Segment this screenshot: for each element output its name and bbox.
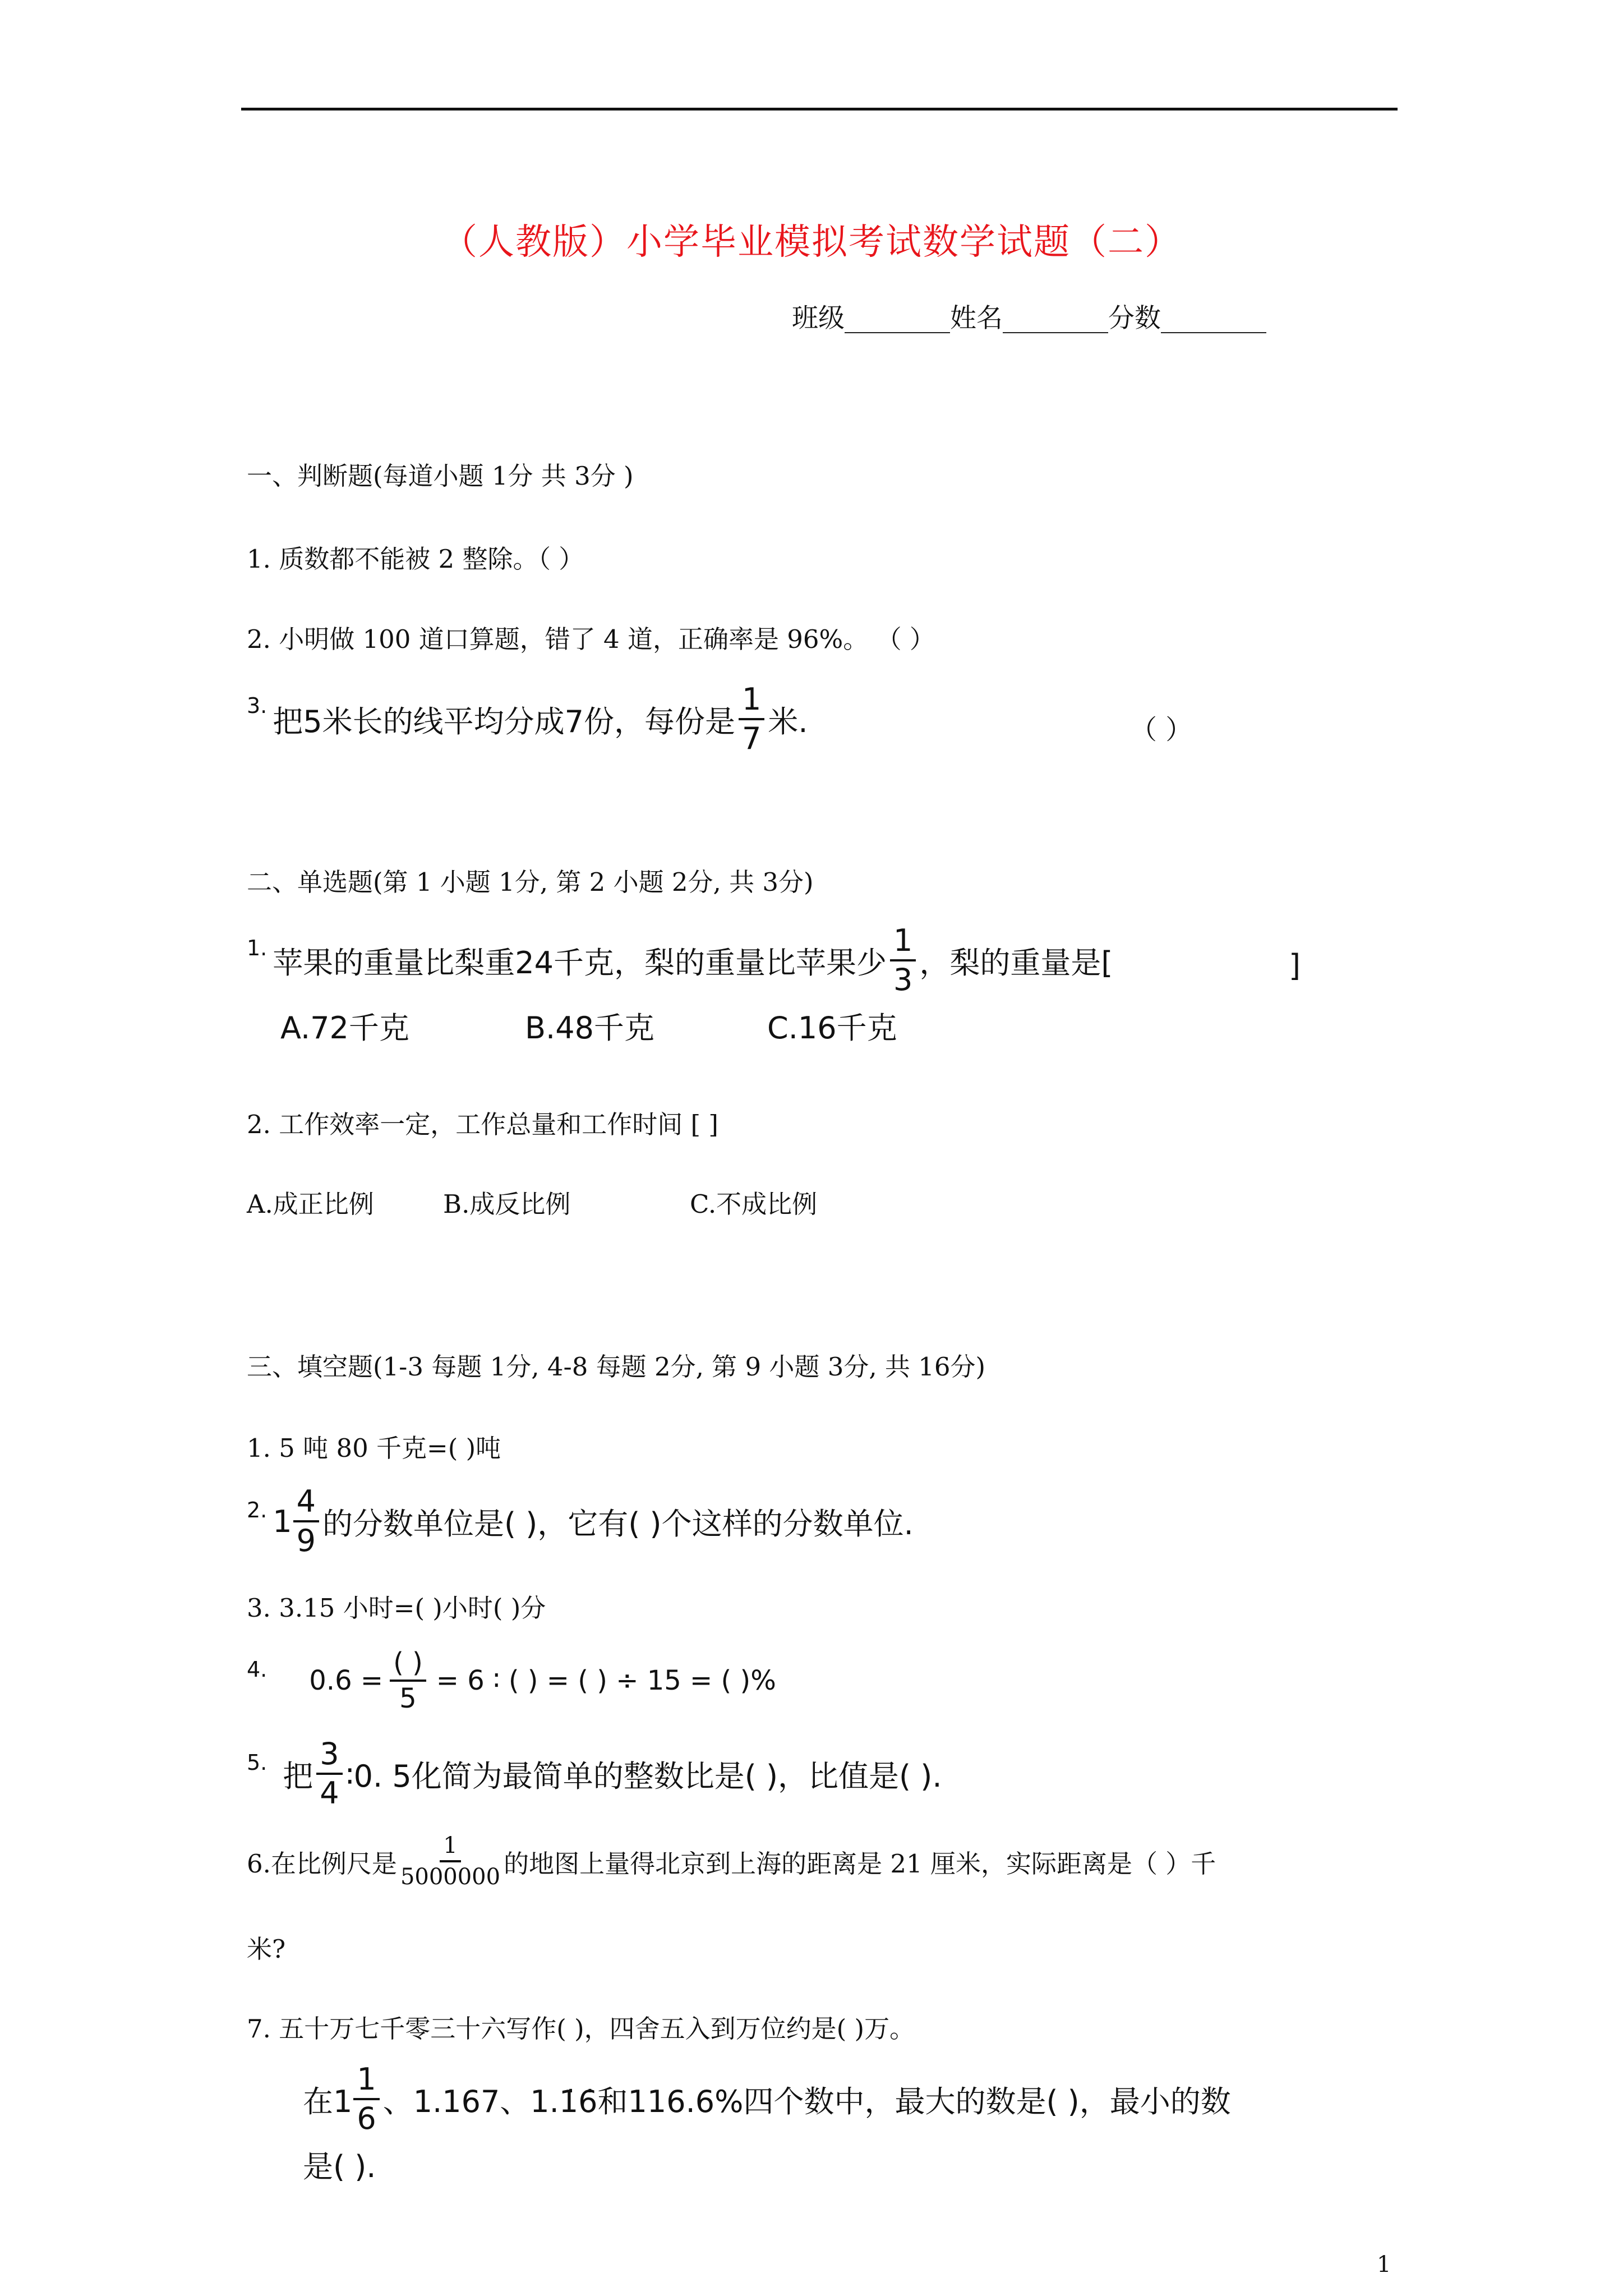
option-b: B.48千克	[525, 1010, 654, 1046]
question-text: 把	[283, 1758, 313, 1794]
question-text-suffix: ，梨的重量是[	[919, 945, 1113, 981]
fraction-numerator: 1	[440, 1834, 460, 1862]
question-text: 苹果的重量比梨重24千克，梨的重量比苹果少	[273, 945, 887, 981]
fraction-denominator: 5	[399, 1683, 417, 1714]
section1-question3	[247, 684, 808, 754]
question-number: 4.	[247, 1657, 268, 1682]
question-text-continued: 是( ).	[303, 2149, 376, 2184]
answer-parentheses: （ ）	[1130, 714, 1193, 746]
section3-question6	[247, 1834, 1216, 1888]
section1-question2: 2. 小明做 100 道口算题，错了 4 道，正确率是 96%。 （ ）	[247, 624, 935, 654]
mixed-number-whole: 1	[273, 1503, 292, 1539]
section2-heading: 二、单选题(第 1 小题 1分, 第 2 小题 2分, 共 3分)	[247, 867, 814, 897]
fraction-denominator: 4	[320, 1775, 339, 1811]
fraction-denominator: 3	[893, 962, 913, 997]
fraction	[293, 1484, 319, 1558]
fraction-numerator: 4	[293, 1487, 319, 1522]
page-number: 1	[1377, 2252, 1391, 2277]
equation-end: = 6 ∶ ( ) = ( ) ÷ 15 = ( )%	[436, 1665, 776, 1696]
option-b: B.成反比例	[443, 1189, 571, 1219]
section1-heading: 一、判断题(每道小题 1分 共 3分 )	[247, 461, 634, 491]
question-text-suffix: 的地图上量得北京到上海的距离是 21 厘米，实际距离是（ ）千	[504, 1848, 1216, 1879]
fraction	[390, 1649, 426, 1712]
question-text-suffix: 米.	[768, 703, 808, 739]
fraction-denominator: 5000000	[400, 1864, 501, 1890]
section3-question4	[247, 1649, 776, 1712]
question-text-suffix: ∶0. 5化简为最简单的整数比是( )，比值是( ).	[345, 1758, 942, 1794]
option-a: A.72千克	[280, 1010, 409, 1046]
fraction	[316, 1736, 342, 1811]
question-number: 2.	[247, 1498, 268, 1522]
question-text: 的分数单位是( )，它有( )个这样的分数单位.	[322, 1506, 914, 1542]
answer-bracket-close: ]	[1289, 948, 1301, 983]
option-c: C.16千克	[767, 1010, 897, 1046]
section3-question3: 3. 3.15 小时=( )小时( )分	[247, 1593, 546, 1623]
question-text: 把5米长的线平均分成7份，每份是	[273, 703, 735, 739]
equation-start: 0.6 =	[309, 1665, 384, 1696]
fraction-numerator: 1	[739, 684, 764, 720]
section3-question7: 7. 五十万七千零三十六写作( )，四舍五入到万位约是( )万。	[247, 2014, 915, 2044]
section3-heading: 三、填空题(1-3 每题 1分, 4-8 每题 2分, 第 9 小题 3分, 共 16分)	[247, 1352, 986, 1382]
section3-question1: 1. 5 吨 80 千克=( )吨	[247, 1433, 501, 1463]
section2-question2: 2. 工作效率一定，工作总量和工作时间 [ ]	[247, 1110, 718, 1139]
option-c: C.不成比例	[690, 1189, 818, 1219]
fraction-numerator: 3	[316, 1739, 342, 1775]
question-text: 在1	[303, 2083, 353, 2119]
fraction-numerator: 1	[890, 926, 916, 961]
header-rule	[241, 108, 1398, 111]
fraction	[890, 923, 916, 997]
option-a: A.成正比例	[247, 1189, 374, 1219]
fraction	[353, 2064, 379, 2134]
question-number: 5.	[247, 1750, 268, 1775]
section3-question8	[303, 2064, 1231, 2134]
fraction-denominator: 7	[741, 721, 762, 756]
question-text-continued: 米?	[247, 1934, 286, 1964]
fraction	[739, 684, 764, 754]
fraction-denominator: 6	[357, 2101, 376, 2136]
section1-question1: 1. 质数都不能被 2 整除。（ ）	[247, 544, 584, 574]
page-title: （人教版）小学毕业模拟考试数学试题（二）	[441, 222, 1182, 263]
section2-question1	[247, 923, 1113, 997]
fraction-numerator: ( )	[390, 1649, 426, 1682]
fraction	[400, 1834, 500, 1888]
section3-question2	[247, 1484, 914, 1558]
question-text: 6.在比例尺是	[247, 1848, 397, 1879]
question-number: 3.	[247, 693, 268, 718]
fraction-denominator: 9	[296, 1523, 316, 1558]
student-info-line: 班级________姓名________分数________	[792, 303, 1266, 334]
question-text-suffix: 、1.167、1.1̇6̇和116.6%四个数中，最大的数是( )，最小的数	[382, 2083, 1231, 2119]
section3-question5	[247, 1736, 942, 1811]
question-number: 1.	[247, 936, 268, 960]
fraction-numerator: 1	[353, 2064, 379, 2100]
